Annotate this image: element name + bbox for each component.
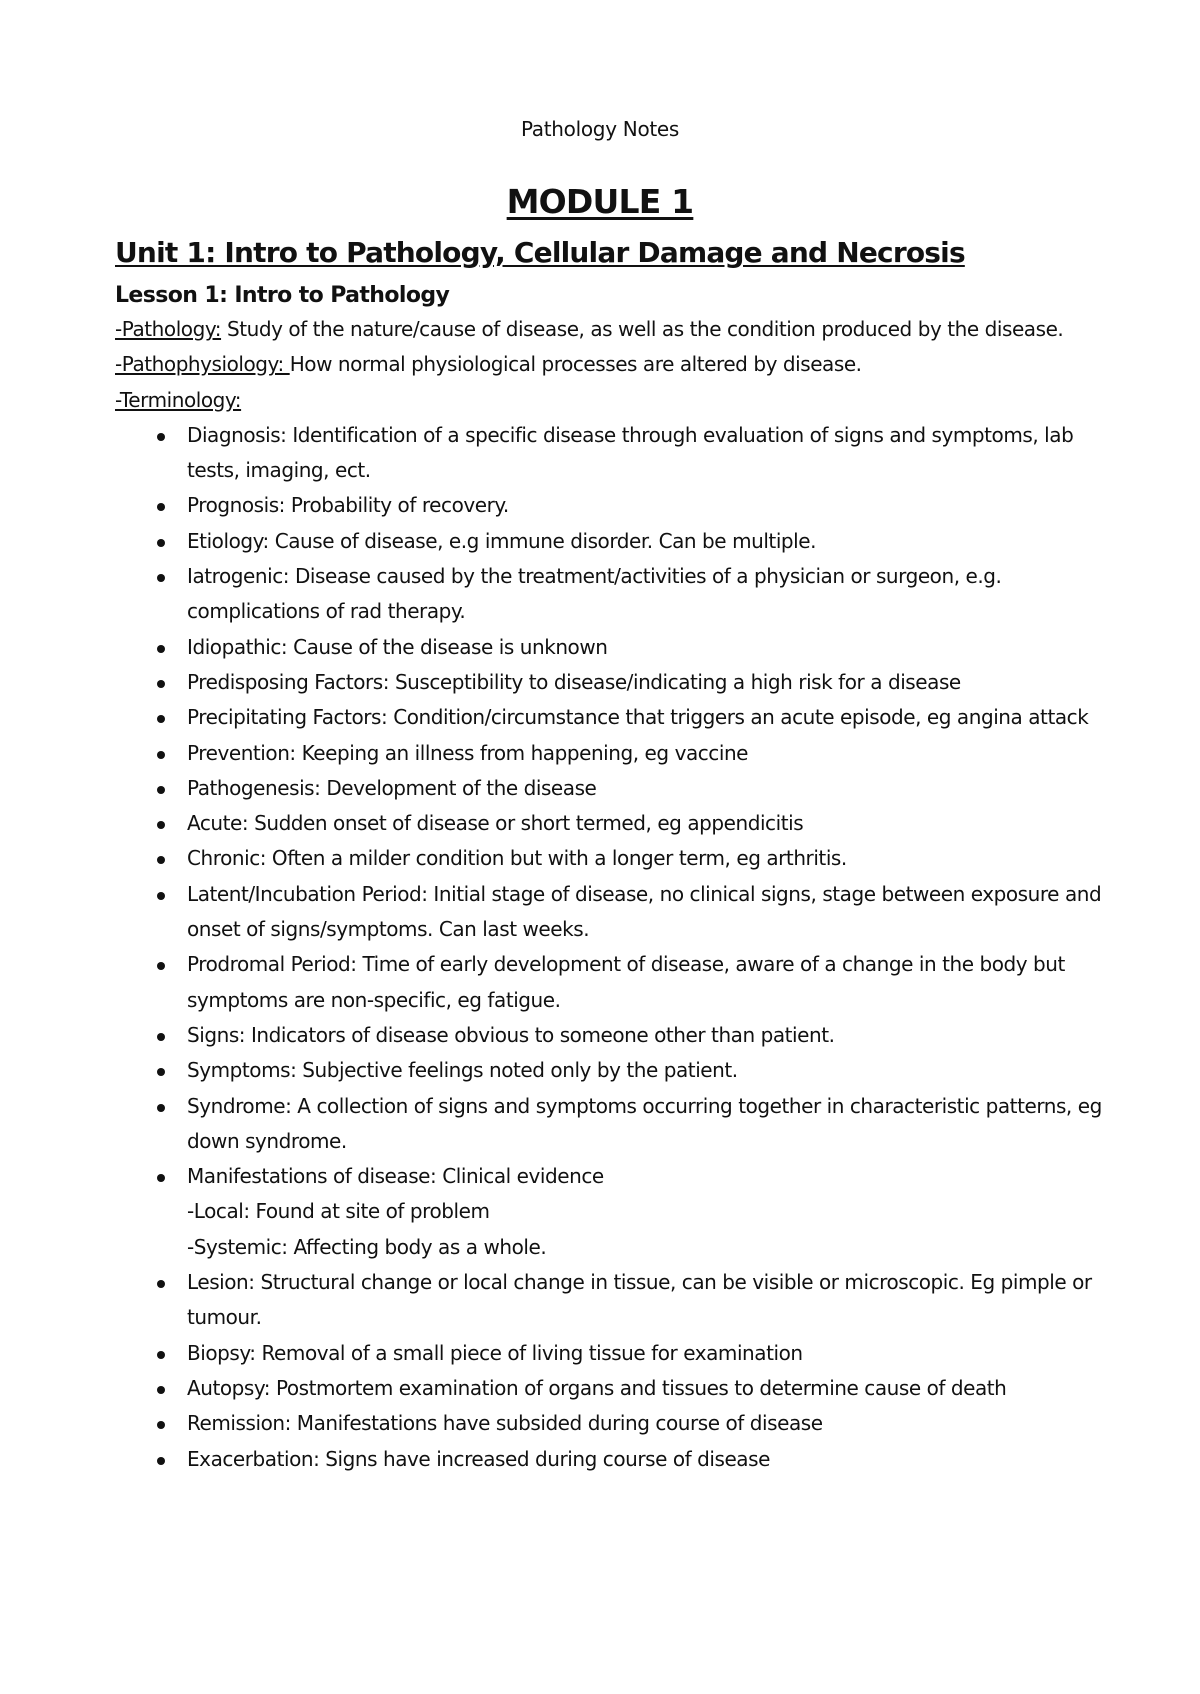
- list-item: [187, 877, 1105, 948]
- list-item: [187, 1336, 1105, 1371]
- list-item: [187, 841, 1105, 876]
- definition-pathology: [115, 312, 1105, 347]
- list-item: [187, 1442, 1105, 1477]
- definition-term: -Terminology:: [115, 387, 242, 412]
- bullet-icon: [157, 433, 165, 441]
- bullet-icon: [157, 962, 165, 970]
- list-item: [187, 1053, 1105, 1088]
- list-item: [187, 524, 1105, 559]
- list-item-text: Exacerbation: Signs have increased during course of disease: [187, 1446, 770, 1471]
- list-item: [187, 488, 1105, 523]
- list-item-text: Biopsy: Removal of a small piece of living tissue for examination: [187, 1340, 803, 1365]
- list-item: [187, 700, 1105, 735]
- bullet-icon: [157, 539, 165, 547]
- list-item: [187, 1406, 1105, 1441]
- list-item-text: Chronic: Often a milder condition but with a longer term, eg arthritis.: [187, 846, 847, 871]
- bullet-icon: [157, 1280, 165, 1288]
- list-item: [187, 1371, 1105, 1406]
- list-item: [187, 1089, 1105, 1160]
- definition-pathophysiology: [115, 347, 1105, 382]
- bullet-icon: [157, 574, 165, 582]
- list-item-text: Idiopathic: Cause of the disease is unknown: [187, 634, 608, 659]
- bullet-icon: [157, 1068, 165, 1076]
- list-item: [187, 1018, 1105, 1053]
- terminology-list: [115, 418, 1105, 1477]
- bullet-icon: [157, 786, 165, 794]
- definition-term: -Pathophysiology:: [115, 352, 290, 377]
- list-item: [187, 630, 1105, 665]
- bullet-icon: [157, 892, 165, 900]
- bullet-icon: [157, 645, 165, 653]
- list-item: [187, 1265, 1105, 1336]
- unit-title: Unit 1: Intro to Pathology, Cellular Damage and Necrosis: [115, 236, 965, 269]
- bullet-icon: [157, 856, 165, 864]
- list-item-text: Latent/Incubation Period: Initial stage of disease, no clinical signs, stage between exposure and onset of signs/symptoms. Can last weeks.: [187, 881, 1102, 942]
- list-item: [187, 418, 1105, 489]
- bullet-icon: [157, 1457, 165, 1465]
- list-item-text: Iatrogenic: Disease caused by the treatment/activities of a physician or surgeon, e.g. complications of rad therapy.: [187, 564, 1002, 624]
- bullet-icon: [157, 1104, 165, 1112]
- list-item-text: Predisposing Factors: Susceptibility to disease/indicating a high risk for a disease: [187, 669, 961, 694]
- list-subitem-systemic: -Systemic: Affecting body as a whole.: [187, 1234, 547, 1259]
- lesson-title: Lesson 1: Intro to Pathology: [115, 283, 450, 308]
- definition-terminology: [115, 383, 1105, 418]
- list-item-text: Autopsy: Postmortem examination of organs and tissues to determine cause of death: [187, 1375, 1007, 1400]
- list-item: [187, 947, 1105, 1018]
- bullet-icon: [157, 1421, 165, 1429]
- list-item-text: Diagnosis: Identification of a specific disease through evaluation of signs and symptoms, lab tests, imaging, ect.: [187, 422, 1074, 483]
- list-item-text: Prodromal Period: Time of early development of disease, aware of a change in the body but symptoms are non-specific, eg fatigue.: [187, 952, 1065, 1012]
- list-item: [187, 559, 1105, 630]
- bullet-icon: [157, 1033, 165, 1041]
- list-item-text: Etiology: Cause of disease, e.g immune disorder. Can be multiple.: [187, 528, 817, 553]
- bullet-icon: [157, 751, 165, 759]
- list-item-text: Precipitating Factors: Condition/circumstance that triggers an acute episode, eg angina attack: [187, 705, 1089, 730]
- bullet-icon: [157, 1386, 165, 1394]
- list-item-text: Manifestations of disease: Clinical evidence: [187, 1164, 604, 1189]
- list-item-text: Remission: Manifestations have subsided during course of disease: [187, 1411, 823, 1436]
- document-body: [115, 234, 1105, 1477]
- list-item-text: Acute: Sudden onset of disease or short termed, eg appendicitis: [187, 811, 804, 836]
- list-item-text: Symptoms: Subjective feelings noted only by the patient.: [187, 1058, 738, 1083]
- list-item-text: Prevention: Keeping an illness from happening, eg vaccine: [187, 740, 749, 765]
- bullet-icon: [157, 680, 165, 688]
- definition-text: Study of the nature/cause of disease, as well as the condition produced by the disease.: [221, 317, 1064, 341]
- bullet-icon: [157, 1351, 165, 1359]
- definition-text: How normal physiological processes are altered by disease.: [289, 352, 862, 377]
- module-title: MODULE 1: [506, 182, 694, 221]
- list-item-text: Pathogenesis: Development of the disease: [187, 775, 597, 800]
- list-item-text: Syndrome: A collection of signs and symptoms occurring together in characteristic patterns, eg down syndrome.: [187, 1093, 1102, 1153]
- list-item: [187, 665, 1105, 700]
- bullet-icon: [157, 715, 165, 723]
- document-header: Pathology Notes: [520, 117, 680, 141]
- list-item-text: Lesion: Structural change or local change in tissue, can be visible or microscopic. Eg pimple or tumour.: [187, 1270, 1092, 1330]
- list-item: [187, 1159, 1105, 1265]
- bullet-icon: [157, 503, 165, 511]
- list-item: [187, 736, 1105, 771]
- list-item-text: Signs: Indicators of disease obvious to someone other than patient.: [187, 1022, 835, 1047]
- list-subitem-local: -Local: Found at site of problem: [187, 1199, 490, 1224]
- bullet-icon: [157, 821, 165, 829]
- bullet-icon: [157, 1174, 165, 1182]
- list-item: [187, 771, 1105, 806]
- list-item-text: Prognosis: Probability of recovery.: [187, 493, 509, 518]
- definition-term: -Pathology:: [115, 317, 222, 341]
- list-item: [187, 806, 1105, 841]
